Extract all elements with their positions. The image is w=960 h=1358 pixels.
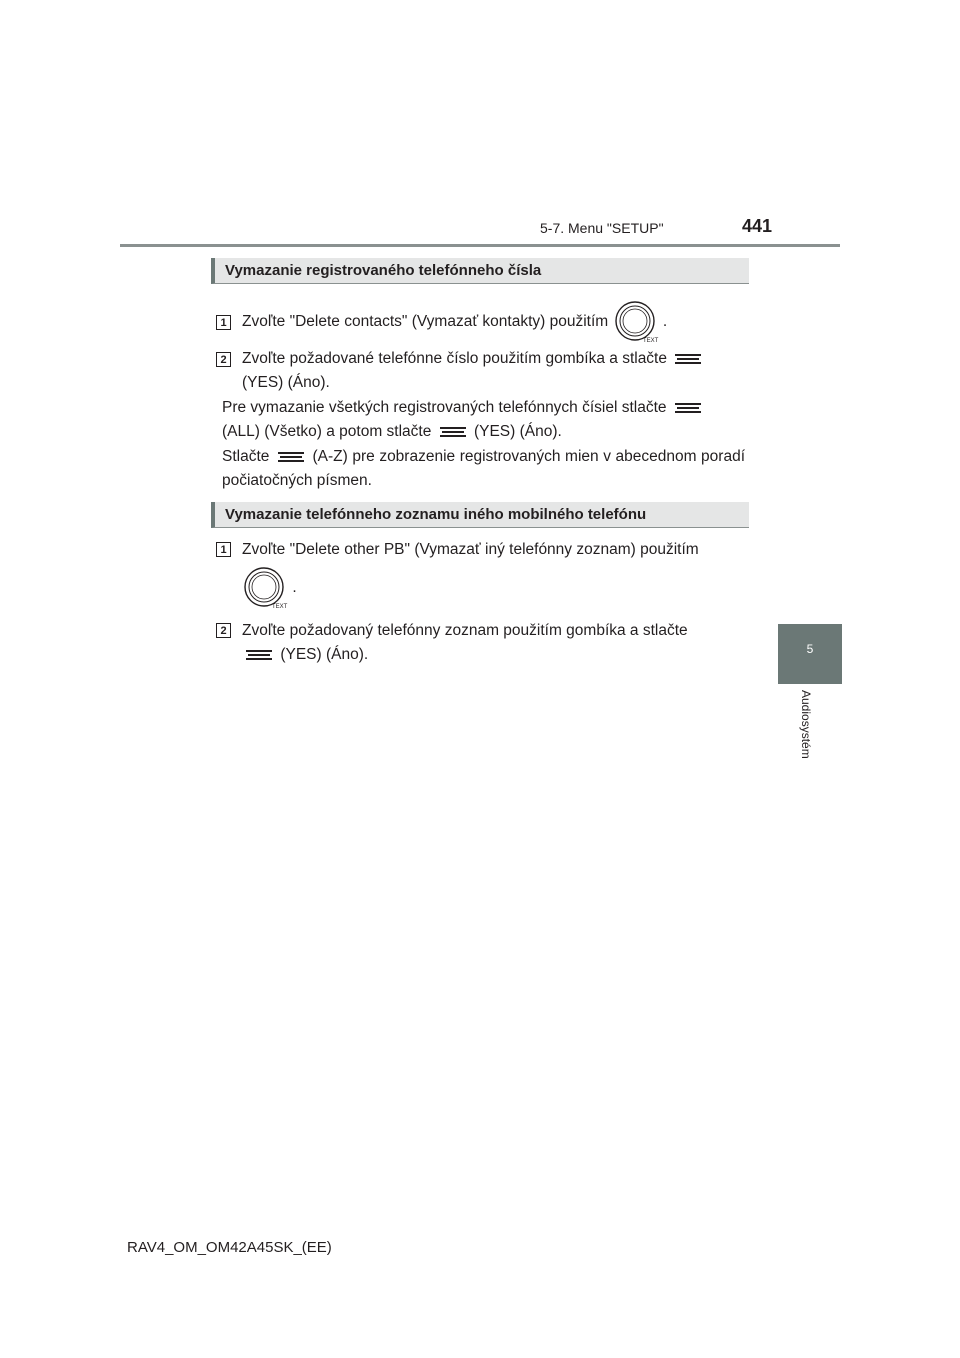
step-number: 2 <box>216 352 231 367</box>
step-text <box>242 538 745 562</box>
step-text-part: (YES) (Áno). <box>280 646 369 663</box>
screen-button-icon <box>675 354 701 364</box>
tune-dial-icon <box>242 566 288 610</box>
dial-label: TEXT <box>642 338 658 344</box>
step-text-part: Zvoľte požadovaný telefónny zoznam použitím gombíka a stlačte <box>242 622 688 639</box>
note-text <box>222 396 745 444</box>
step-text-part: . <box>662 313 668 331</box>
note-text-part: Pre vymazanie všetkých registrovaných telefónnych čísiel stlačte <box>222 399 667 416</box>
step-text-part: Zvoľte "Delete contacts" (Vymazať kontakty) použitím <box>242 313 609 331</box>
section-heading-delete-phonebook <box>211 502 749 528</box>
section-heading-text: Vymazanie telefónneho zoznamu iného mobilného telefónu <box>225 506 647 523</box>
screen-button-icon <box>278 452 304 462</box>
chapter-label: Audiosystém <box>799 690 813 759</box>
page-number: 441 <box>742 216 773 236</box>
screen-button-icon <box>246 650 272 660</box>
step-text-part: . <box>292 579 297 597</box>
step-text-part: Zvoľte požadované telefónne číslo použitím gombíka a stlačte <box>242 350 667 367</box>
step-number: 2 <box>216 623 231 638</box>
chapter-tab <box>778 624 842 684</box>
footer-document-code: RAV4_OM_OM42A45SK_(EE) <box>127 1239 332 1256</box>
screen-button-icon <box>675 403 701 413</box>
step-number: 1 <box>216 542 231 557</box>
step-text <box>242 347 745 395</box>
step-text <box>242 300 745 344</box>
note-text-part: (ALL) (Všetko) a potom stlačte <box>222 423 432 440</box>
header-divider <box>120 244 840 247</box>
chapter-number: 5 <box>806 642 814 656</box>
note-text-part: (A-Z) pre zobrazenie registrovaných mien v abecednom poradí počiatočných písmen. <box>222 448 746 489</box>
dial-label: TEXT <box>272 604 288 610</box>
section-heading-text: Vymazanie registrovaného telefónneho čísla <box>225 262 542 279</box>
step-text-part: (YES) (Áno). <box>242 374 330 391</box>
step-number: 1 <box>216 315 231 330</box>
note-text <box>222 445 745 493</box>
step-dial-line <box>242 566 297 610</box>
screen-button-icon <box>440 427 466 437</box>
section-heading-delete-number <box>211 258 749 284</box>
step-text <box>242 619 745 667</box>
tune-dial-icon <box>613 300 659 344</box>
header-section-title: 5-7. Menu "SETUP" <box>540 220 664 236</box>
note-text-part: (YES) (Áno). <box>473 423 562 440</box>
note-text-part: Stlačte <box>222 448 270 465</box>
step-text-part: Zvoľte "Delete other PB" (Vymazať iný telefónny zoznam) použitím <box>242 541 699 558</box>
